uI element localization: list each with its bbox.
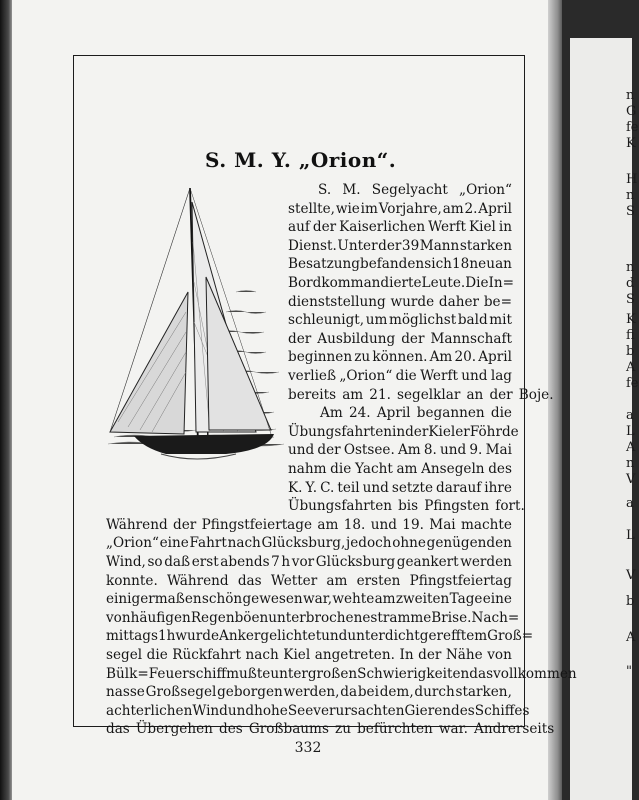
next-page-text-fragment: d [626, 276, 635, 291]
text-line: „Orion“ eine Fahrt nach Glücksburg, jedoch ohne genügenden [106, 535, 512, 552]
next-page-text-fragment: K [626, 136, 636, 151]
text-line: Bülk=Feuerschiff mußte unter großen Schwierigkeiten das vollkommen [106, 665, 577, 682]
text-line: Bord kommandierte Leute. Die In= [288, 275, 515, 291]
next-page-text-fragment: fi [626, 328, 635, 343]
text-line: Am 24. April begannen die [320, 405, 512, 422]
text-line: nahm die Yacht am Ansegeln des [288, 461, 512, 477]
next-page-text-fragment: G [626, 104, 637, 119]
next-page-text-fragment: A [626, 630, 636, 645]
next-page-text-fragment: V [626, 568, 636, 583]
next-page-text-fragment: b [626, 594, 635, 609]
text-line: einigermaßen schön gewesen war, wehte am zweiten Tage eine [106, 591, 512, 608]
next-page-text-fragment: a [626, 408, 634, 423]
next-page-edge [570, 38, 639, 800]
text-line: dienststellung wurde daher be= [288, 293, 512, 310]
text-line: der Ausbildung der Mannschaft [288, 330, 512, 347]
next-page-text-fragment: n [626, 88, 635, 103]
text-line: bereits am 21. segelklar an der Boje. [288, 386, 554, 403]
text-line: schleunigt, um möglichst bald mit [288, 312, 512, 329]
next-page-text-fragment: b [626, 344, 635, 359]
text-line: und der Ostsee. Am 8. und 9. Mai [288, 442, 512, 459]
next-page-text-fragment: K [626, 312, 636, 327]
text-line: beginnen zu können. Am 20. April [288, 349, 512, 366]
next-page-text-fragment: n [626, 260, 635, 275]
text-line: das Übergehen des Großbaums zu befürchten war. Andrerseits [106, 721, 555, 738]
next-page-text-fragment: fe [626, 376, 639, 391]
text-line: stellte, wie im Vorjahre, am 2. April [288, 200, 512, 217]
text-line: mittags 1 h wurde Anker gelichtet und unter dicht gerefftem Groß= [106, 628, 534, 645]
next-page-text-fragment: A [626, 360, 636, 375]
text-line: Übungsfahrten bis Pfingsten fort. [288, 498, 525, 515]
text-line: Während der Pfingstfeiertage am 18. und 19. Mai machte [106, 516, 512, 533]
page-number: 332 [294, 740, 322, 756]
text-line: auf der Kaiserlichen Werft Kiel in [288, 219, 512, 236]
next-page-text-fragment: V [626, 472, 636, 487]
next-page-text-fragment: S [626, 204, 635, 219]
text-line: S. M. Segelyacht „Orion“ [318, 182, 512, 198]
next-page-text-fragment: fe [626, 120, 639, 135]
next-page-text-fragment: L [626, 528, 635, 543]
next-page-text-fragment: n [626, 456, 635, 471]
text-line: K. Y. C. teil und setzte darauf ihre [288, 479, 512, 496]
text-line: Übungsfahrten in der Kieler Föhrde [288, 423, 519, 440]
text-line: Besatzung befanden sich 18 neu an [288, 256, 512, 273]
next-page-text-fragment: A [626, 440, 636, 455]
text-line: von häufigen Regenböen unterbrochene stramme Brise. Nach= [106, 609, 520, 626]
text-line: konnte. Während das Wetter am ersten Pfingstfeiertag [106, 572, 512, 589]
text-line: achterlichen Wind und hohe See verursachten Gieren des Schiffes [106, 702, 530, 719]
text-line: nasse Großsegel geborgen werden, da bei dem, durch starken, [106, 684, 512, 701]
text-line: Dienst. Unter der 39 Mann starken [288, 237, 512, 254]
next-page-text-fragment: " [626, 664, 632, 679]
next-page-text-fragment: L [626, 424, 635, 439]
next-page-text-fragment: S [626, 292, 635, 307]
sailing-yacht-illustration [106, 182, 282, 472]
text-line: Wind, so daß erst abends 7 h vor Glücksburg geankert werden [106, 554, 512, 570]
next-page-text-fragment: n [626, 188, 635, 203]
next-page-text-fragment: a [626, 496, 634, 511]
page-title: S. M. Y. „Orion“. [205, 148, 397, 172]
text-line: verließ „Orion“ die Werft und lag [288, 368, 512, 384]
next-page-text-fragment: H [626, 172, 638, 187]
text-line: segel die Rückfahrt nach Kiel angetreten. In der Nähe von [106, 647, 512, 663]
